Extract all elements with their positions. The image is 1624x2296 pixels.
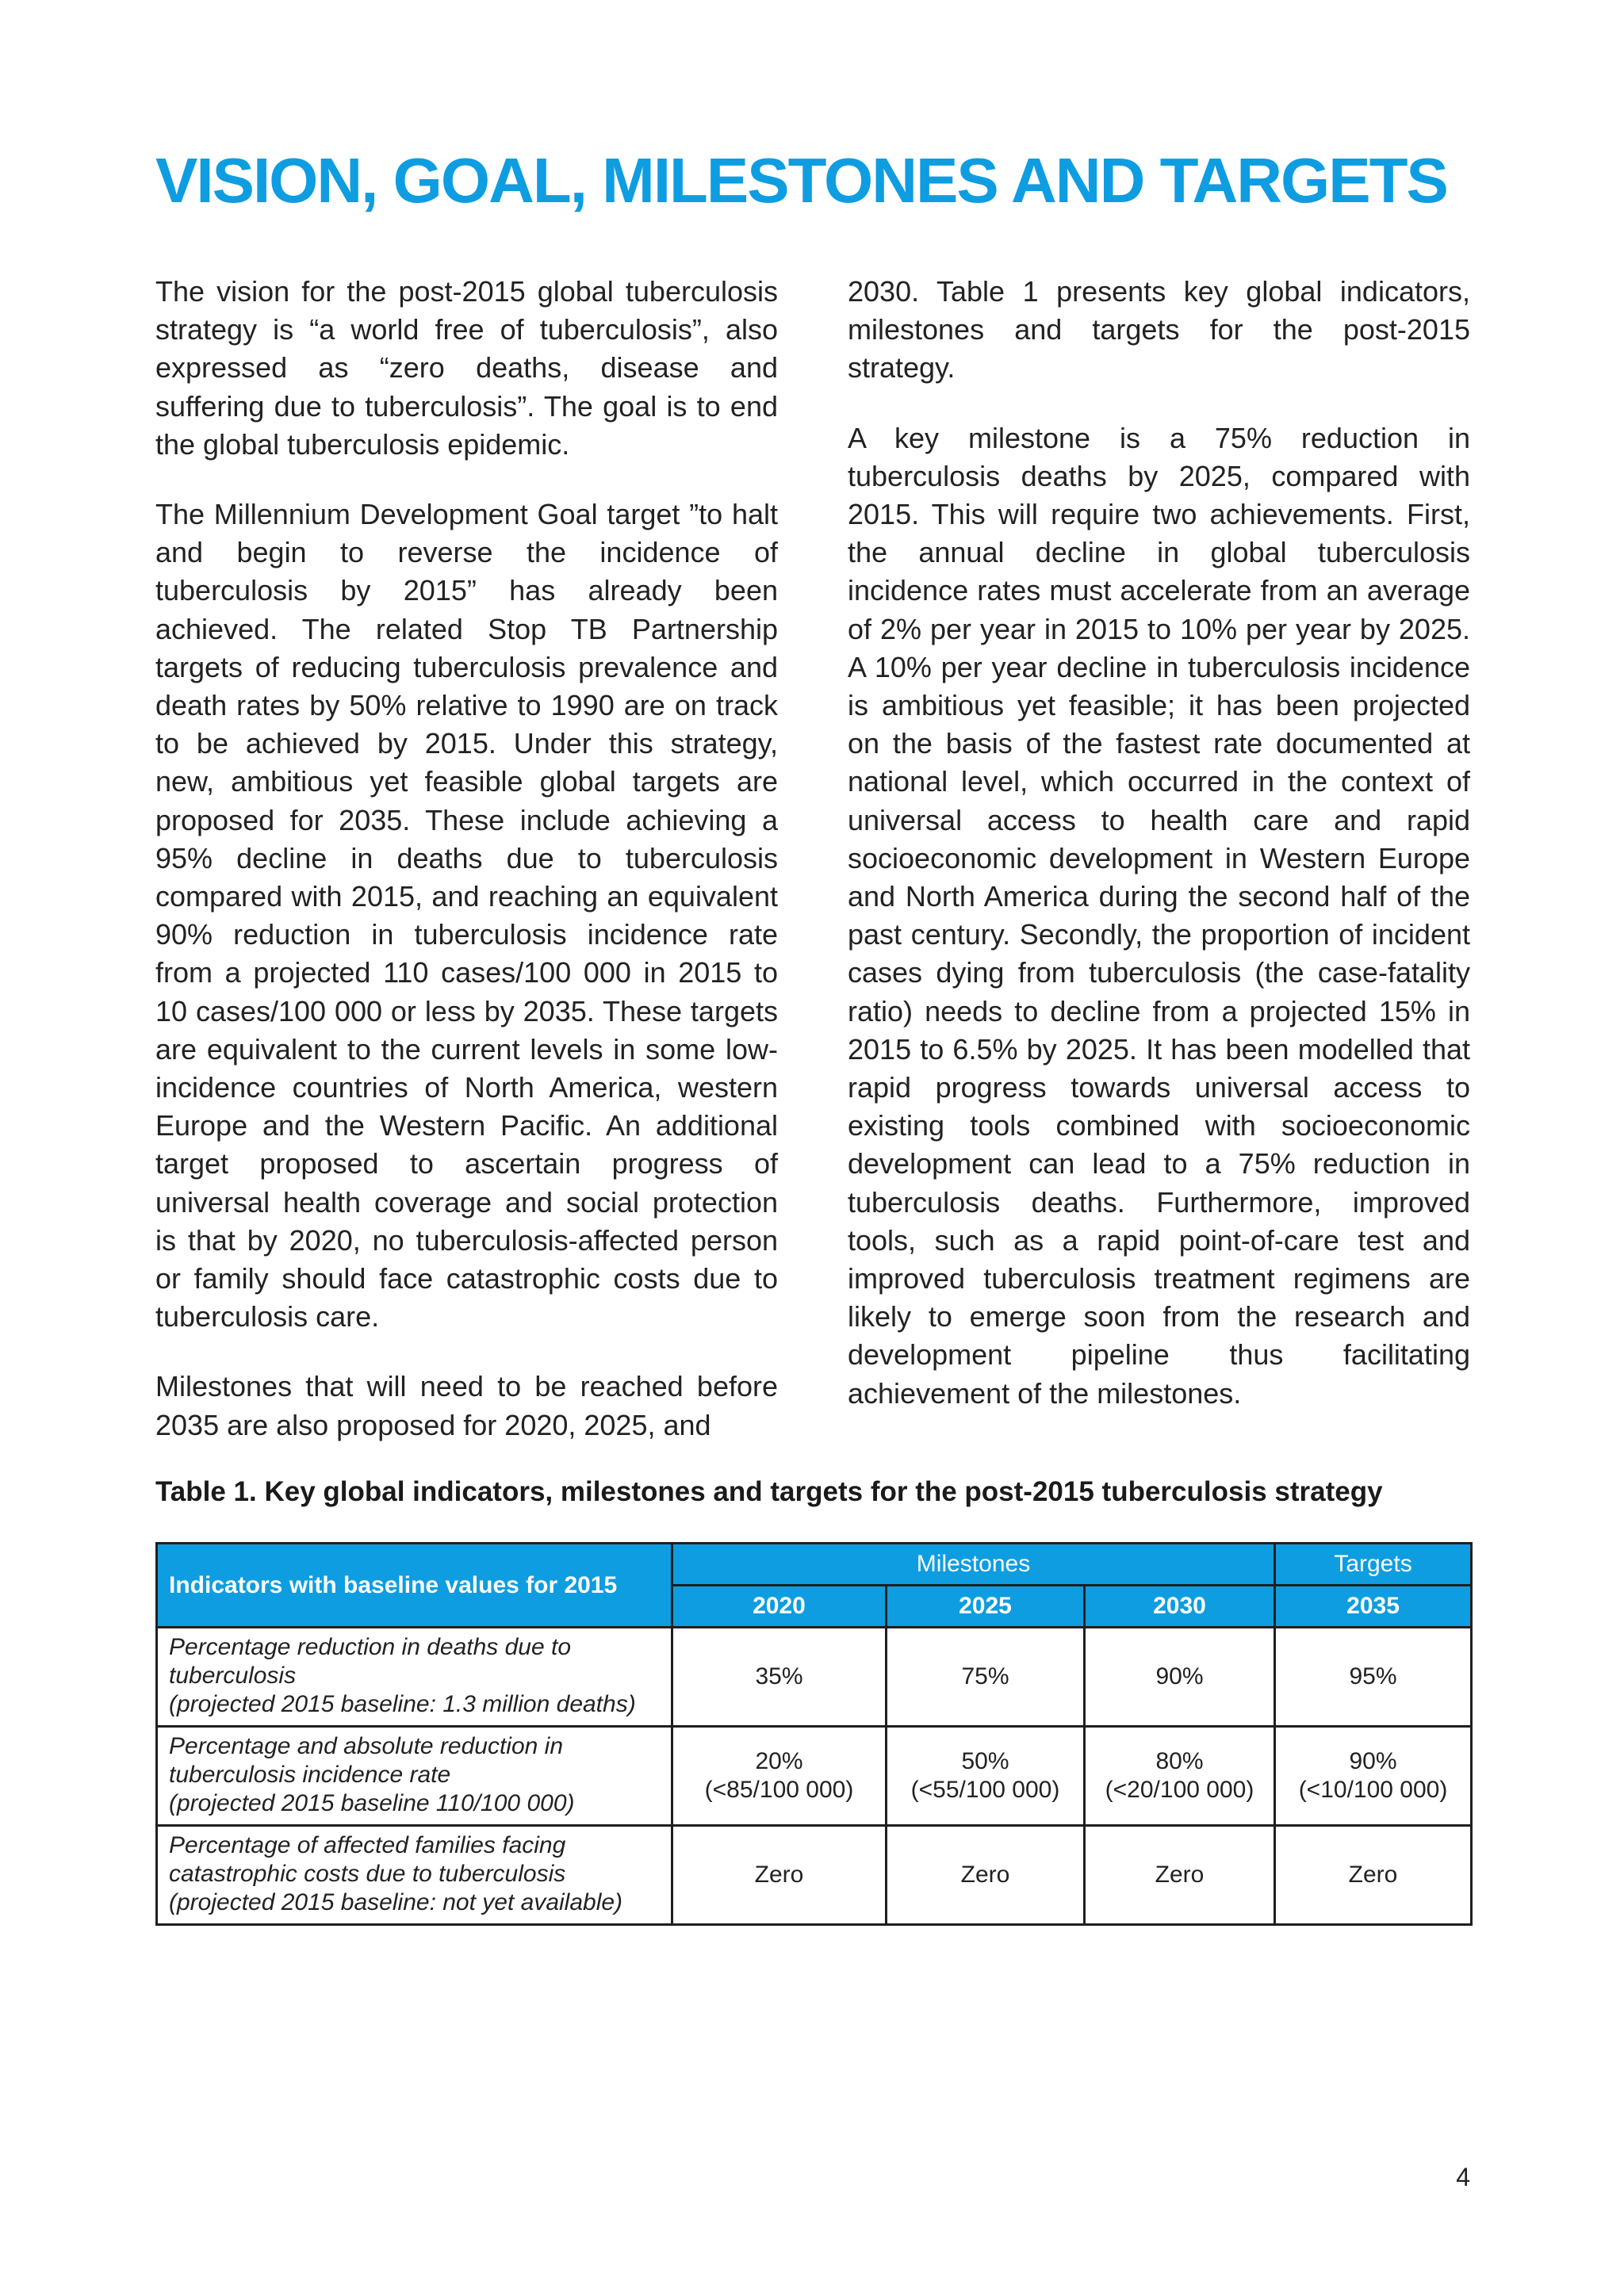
cell-value: Zero xyxy=(1155,1862,1205,1888)
cell-value: 80% xyxy=(1155,1748,1204,1774)
table-cell xyxy=(1275,1727,1472,1826)
table-caption: Table 1. Key global indicators, milestones and targets for the post-2015 tuberculosis strategy xyxy=(155,1476,1383,1507)
table-cell xyxy=(1085,1826,1275,1925)
indicator-line: tuberculosis incidence rate xyxy=(169,1762,451,1788)
cell-subvalue: (<55/100 000) xyxy=(910,1777,1060,1803)
cell-subvalue: (<20/100 000) xyxy=(1105,1777,1254,1803)
indicator-line: tuberculosis xyxy=(169,1663,297,1689)
table-cell xyxy=(1085,1628,1275,1727)
table-cell xyxy=(1275,1826,1472,1925)
cell-value: Zero xyxy=(1348,1862,1398,1888)
cell-value: Zero xyxy=(960,1862,1010,1888)
year-header-2020: 2020 xyxy=(672,1586,887,1628)
paragraph-vision: The vision for the post-2015 global tuberculosis strategy is “a world free of tuberculosis”, also expressed as “zero deaths, disease and suffering due to tuberculosis”. The goal is to end the global tuberculosis epidemic. xyxy=(155,275,778,461)
indicator-line: (projected 2015 baseline: 1.3 million deaths) xyxy=(169,1691,636,1717)
indicator-deaths xyxy=(157,1628,672,1727)
indicator-line: catastrophic costs due to tuberculosis xyxy=(169,1861,566,1887)
paragraph-milestones-intro: Milestones that will need to be reached before 2035 are also proposed for 2020, 2025, and xyxy=(155,1370,778,1441)
cell-subvalue: (<10/100 000) xyxy=(1298,1777,1448,1803)
cell-value: 90% xyxy=(1349,1748,1397,1774)
milestones-header: Milestones xyxy=(672,1544,1275,1586)
targets-header: Targets xyxy=(1275,1544,1472,1586)
page-title: VISION, GOAL, MILESTONES AND TARGETS xyxy=(155,145,1447,216)
indicators-table xyxy=(155,1542,1473,1926)
indicator-catastrophic-costs xyxy=(157,1826,672,1925)
page-number: 4 xyxy=(1456,2163,1470,2191)
indicator-incidence xyxy=(157,1727,672,1826)
table-cell xyxy=(887,1826,1085,1925)
table-cell xyxy=(672,1727,887,1826)
table-cell xyxy=(887,1727,1085,1826)
cell-value: 90% xyxy=(1155,1663,1204,1689)
cell-value: Zero xyxy=(754,1862,804,1888)
table-cell xyxy=(672,1628,887,1727)
table-cell xyxy=(672,1826,887,1925)
table-cell xyxy=(887,1628,1085,1727)
table-row xyxy=(157,1727,1472,1826)
indicator-column-header: Indicators with baseline values for 2015 xyxy=(157,1544,672,1628)
cell-value: 20% xyxy=(755,1748,803,1774)
indicator-line: Percentage and absolute reduction in xyxy=(169,1733,564,1759)
cell-subvalue: (<85/100 000) xyxy=(704,1777,854,1803)
paragraph-table-reference: 2030. Table 1 presents key global indicators, milestones and targets for the post-2015 strategy. xyxy=(848,275,1470,385)
table-cell xyxy=(1085,1727,1275,1826)
cell-value: 75% xyxy=(961,1663,1009,1689)
cell-value: 35% xyxy=(755,1663,803,1689)
table-row xyxy=(157,1628,1472,1727)
year-header-2025: 2025 xyxy=(887,1586,1085,1628)
paragraph-mdg-target: The Millennium Development Goal target ”to halt and begin to reverse the incidence of tuberculosis by 2015” has already been achieved. The related Stop TB Partnership targets of reducing tuberculosis prevalence and death rates by 50% relative to 1990 are on track to be achieved by 2015. Under this strategy, new, ambitious yet feasible global targets are proposed for 2035. These include achieving a 95% decline in deaths due to tuberculosis compared with 2015, and reaching an equivalent 90% reduction in tuberculosis incidence rate from a projected 110 cases/100 000 in 2015 to 10 cases/100 000 or less by 2035. These targets are equivalent to the current levels in some low-incidence countries of North America, western Europe and the Western Pacific. An additional target proposed to ascertain progress of universal health coverage and social protection is that by 2020, no tuberculosis-affected person or family should face catastrophic costs due to tuberculosis care. xyxy=(155,498,778,1334)
cell-value: 95% xyxy=(1349,1663,1397,1689)
cell-value: 50% xyxy=(961,1748,1009,1774)
indicator-line: (projected 2015 baseline: not yet available) xyxy=(169,1889,623,1915)
left-column xyxy=(155,273,778,1476)
body-text xyxy=(155,273,1470,1476)
indicator-line: Percentage of affected families facing xyxy=(169,1832,566,1858)
indicator-line: Percentage reduction in deaths due to xyxy=(169,1634,572,1660)
year-header-2030: 2030 xyxy=(1085,1586,1275,1628)
year-header-2035: 2035 xyxy=(1275,1586,1472,1628)
table-row xyxy=(157,1826,1472,1925)
paragraph-key-milestone: A key milestone is a 75% reduction in tuberculosis deaths by 2025, compared with 2015. This will require two achievements. First, the annual decline in global tuberculosis incidence rates must accelerate from an average of 2% per year in 2015 to 10% per year by 2025. A 10% per year decline in tuberculosis incidence is ambitious yet feasible; it has been projected on the basis of the fastest rate documented at national level, which occurred in the context of universal access to health care and rapid socioeconomic development in Western Europe and North America during the second half of the past century. Secondly, the proportion of incident cases dying from tuberculosis (the case-fatality ratio) needs to decline from a projected 15% in 2015 to 6.5% by 2025. It has been modelled that rapid progress towards universal access to existing tools combined with socioeconomic development can lead to a 75% reduction in tuberculosis deaths. Furthermore, improved tools, such as a rapid point-of-care test and improved tuberculosis treatment regimens are likely to emerge soon from the research and development pipeline thus facilitating achievement of the milestones. xyxy=(848,421,1470,1410)
table-cell xyxy=(1275,1628,1472,1727)
indicator-line: (projected 2015 baseline 110/100 000) xyxy=(169,1790,575,1816)
right-column xyxy=(848,273,1470,1476)
table-header-row xyxy=(157,1544,1472,1586)
